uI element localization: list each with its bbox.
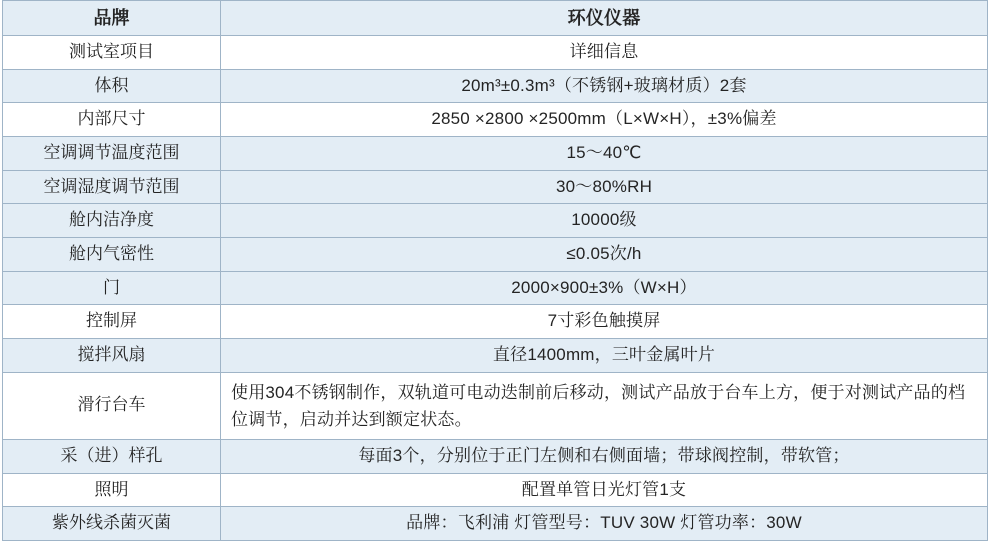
row-label: 采（进）样孔 [3, 439, 221, 473]
row-value: 7寸彩色触摸屏 [221, 305, 988, 339]
row-value: ≤0.05次/h [221, 237, 988, 271]
table-row [3, 1, 988, 36]
row-label: 品牌 [3, 1, 221, 36]
row-label: 滑行台车 [3, 372, 221, 439]
row-label: 紫外线杀菌灭菌 [3, 507, 221, 541]
table-row [3, 204, 988, 238]
row-label: 搅拌风扇 [3, 338, 221, 372]
row-value: 30～80%RH [221, 170, 988, 204]
specification-table [2, 0, 988, 541]
row-label: 空调湿度调节范围 [3, 170, 221, 204]
row-label: 门 [3, 271, 221, 305]
row-value: 配置单管日光灯管1支 [221, 473, 988, 507]
row-value: 15～40℃ [221, 137, 988, 171]
table-row [3, 237, 988, 271]
row-label: 舱内气密性 [3, 237, 221, 271]
row-label: 测试室项目 [3, 36, 221, 70]
table-row [3, 36, 988, 70]
row-label: 照明 [3, 473, 221, 507]
row-value: 使用304不锈钢制作，双轨道可电动迭制前后移动，测试产品放于台车上方，便于对测试产品的档位调节，启动并达到额定状态。 [221, 372, 988, 439]
table-row [3, 338, 988, 372]
row-value: 详细信息 [221, 36, 988, 70]
row-value: 每面3个，分别位于正门左侧和右侧面墙；带球阀控制，带软管； [221, 439, 988, 473]
row-label: 空调调节温度范围 [3, 137, 221, 171]
row-label: 体积 [3, 69, 221, 103]
row-value: 10000级 [221, 204, 988, 238]
table-row [3, 103, 988, 137]
row-value: 2000×900±3%（W×H） [221, 271, 988, 305]
table-row [3, 69, 988, 103]
row-label: 舱内洁净度 [3, 204, 221, 238]
row-value: 20m³±0.3m³（不锈钢+玻璃材质）2套 [221, 69, 988, 103]
table-row [3, 507, 988, 541]
row-label: 控制屏 [3, 305, 221, 339]
row-label: 内部尺寸 [3, 103, 221, 137]
table-row [3, 439, 988, 473]
row-value: 2850 ×2800 ×2500mm（L×W×H），±3%偏差 [221, 103, 988, 137]
table-row [3, 137, 988, 171]
table-row [3, 271, 988, 305]
table-row [3, 372, 988, 439]
table-row [3, 170, 988, 204]
row-value: 直径1400mm，三叶金属叶片 [221, 338, 988, 372]
table-row [3, 305, 988, 339]
row-value: 品牌：飞利浦 灯管型号：TUV 30W 灯管功率：30W [221, 507, 988, 541]
table-row [3, 473, 988, 507]
row-value: 环仪仪器 [221, 1, 988, 36]
table-body [3, 1, 988, 541]
